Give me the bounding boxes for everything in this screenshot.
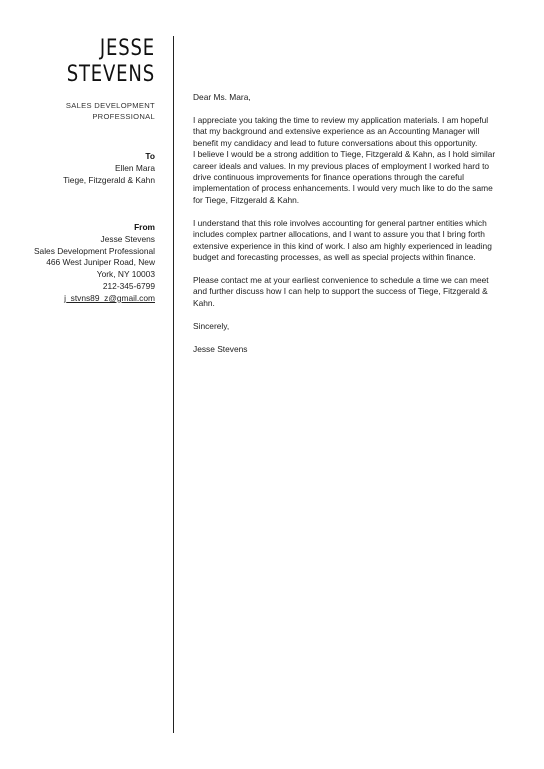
sender-first-name: JESSE — [99, 36, 155, 61]
sender-email-link[interactable]: j_stvns89_z@gmail.com — [64, 292, 155, 303]
sender-role: Sales Development Professional — [33, 245, 155, 256]
sender-title-line1: SALES DEVELOPMENT — [65, 101, 155, 110]
sender-block — [15, 222, 155, 305]
signature: Jesse Stevens — [193, 343, 248, 354]
letter-paragraph-1b: I believe I would be a strong addition to Tiege, Fitzgerald & Kahn, as I hold similar career ideals and values. In my previous places of employment I worked hard to drive continuous improvements for finance operations through the careful implementation of process enhancements. I would very much like to do the same for Tiege, Fitzgerald & Kahn. — [193, 149, 496, 205]
sender-phone: 212-345-6799 — [102, 280, 155, 291]
sender-heading: From — [134, 222, 155, 232]
sender-address-line1: 466 West Juniper Road, New — [46, 257, 155, 268]
sender-address-line2: York, NY 10003 — [96, 269, 155, 280]
letter-paragraph-1 — [193, 115, 499, 206]
vertical-divider — [173, 36, 174, 733]
letter-paragraph-2: I understand that this role involves accounting for general partner entities which includes complex partner allocations, and I want to assure you that I bring forth extensive experience in this kind of work. I also am highly experienced in leading budget and forecasting processes, as well as special projects within finance. — [193, 217, 492, 263]
letter-paragraph-3: Please contact me at your earliest convenience to schedule a time we can meet and further discuss how I can help to support the success of Tiege, Fitzgerald & Kahn. — [193, 275, 489, 308]
sender-title — [20, 100, 155, 122]
sender-name: Jesse Stevens — [100, 233, 155, 244]
sender-last-name: STEVENS — [66, 62, 155, 87]
sender-title-line2: PROFESSIONAL — [92, 112, 155, 121]
recipient-block — [15, 151, 155, 186]
recipient-company: Tiege, Fitzgerald & Kahn — [63, 174, 155, 185]
letter-body — [193, 92, 499, 367]
recipient-heading: To — [145, 151, 155, 161]
recipient-name: Ellen Mara — [114, 162, 155, 173]
sidebar — [20, 36, 155, 303]
salutation: Dear Ms. Mara, — [193, 92, 251, 102]
letter-paragraph-1a: I appreciate you taking the time to review my application materials. I am hopeful that my background and extensive experience as an Accounting Manager will benefit my candidacy and lead to future conversations about this opportunity. — [193, 115, 489, 148]
closing: Sincerely, — [193, 320, 230, 331]
